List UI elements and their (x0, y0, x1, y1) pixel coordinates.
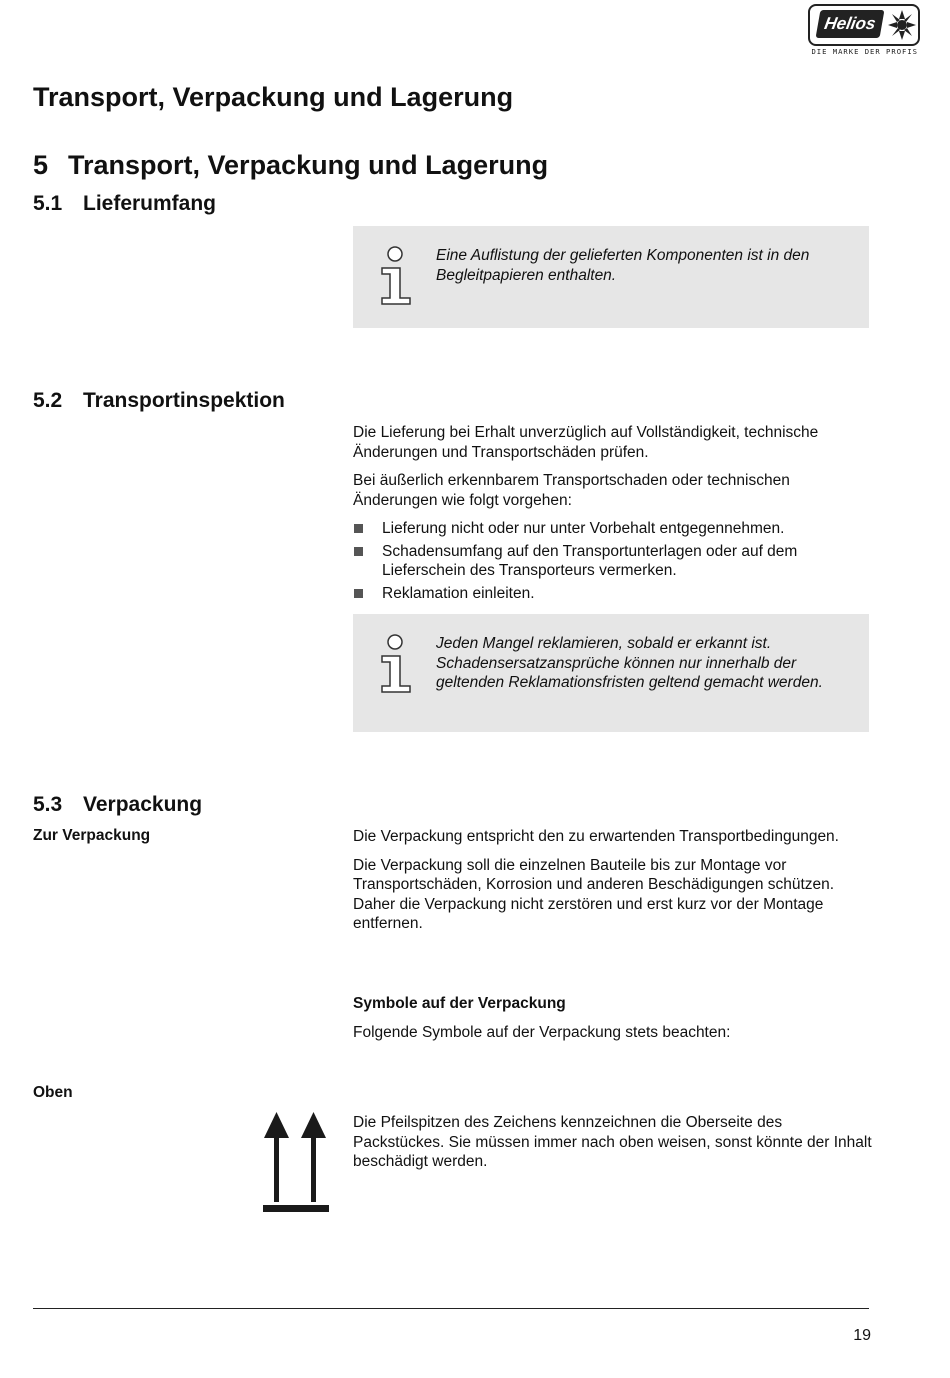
logo-badge (808, 4, 920, 46)
paragraph: Bei äußerlich erkennbarem Transportschaden oder technischen Änderungen wie folgt vorgehen: (353, 472, 790, 509)
paragraph: Die Lieferung bei Erhalt unverzüglich auf Vollständigkeit, technische Änderungen und Transportschäden prüfen. (353, 424, 819, 461)
fan-icon (886, 8, 918, 42)
info-note (353, 614, 869, 732)
symbols-heading: Symbole auf der Verpackung (353, 995, 566, 1012)
symbol-description: Die Pfeilspitzen des Zeichens kennzeichnen die Oberseite des Packstückes. Sie müssen immer nach oben weisen, sonst könnte der Inhalt beschädigt werden. (353, 1114, 872, 1170)
list-item (353, 519, 873, 539)
helios-logo (808, 4, 918, 58)
info-icon (378, 246, 414, 306)
chapter-heading (33, 150, 548, 181)
logo-wordmark: Helios (816, 10, 885, 38)
paragraph: Die Verpackung entspricht den zu erwartenden Transportbedingungen. (353, 828, 839, 845)
bullet-square-icon (354, 547, 363, 556)
page-title: Transport, Verpackung und Lagerung (33, 82, 514, 112)
section-number: 5.1 (33, 192, 63, 215)
list-item-text: Reklamation einleiten. (382, 584, 535, 602)
bullet-list (353, 519, 873, 603)
side-label-zur-verpackung: Zur Verpackung (33, 827, 151, 844)
list-item-text: Lieferung nicht oder nur unter Vorbehalt entgegennehmen. (382, 520, 785, 537)
section-number: 5.2 (33, 389, 63, 412)
bullet-square-icon (354, 589, 363, 598)
list-item (353, 584, 873, 604)
verpackung-content (353, 827, 873, 934)
section-heading-lieferumfang (33, 192, 216, 216)
footer-rule (33, 1308, 869, 1309)
this-side-up-icon (262, 1112, 330, 1214)
paragraph: Die Verpackung soll die einzelnen Bauteile bis zur Montage vor Transportschäden, Korrosion und anderen Beschädigungen schützen. Daher die Verpackung nicht zerstören und erst kurz vor der Montage entfernen. (353, 856, 835, 932)
section-title: Verpackung (83, 793, 203, 816)
bullet-square-icon (354, 524, 363, 533)
section-title: Transportinspektion (83, 389, 285, 412)
note-text: Eine Auflistung der gelieferten Komponenten ist in den Begleitpapieren enthalten. (436, 247, 810, 284)
list-item-text: Schadensumfang auf den Transportunterlagen oder auf dem Lieferschein des Transporteurs vermerken. (382, 542, 798, 579)
info-note (353, 226, 869, 328)
chapter-title: Transport, Verpackung und Lagerung (68, 150, 549, 180)
note-text: Jeden Mangel reklamieren, sobald er erkannt ist. Schadensersatzansprüche können nur innerhalb der geltenden Reklamationsfristen geltend gemacht werden. (436, 635, 823, 691)
symbols-intro: Folgende Symbole auf der Verpackung stets beachten: (353, 1024, 731, 1041)
list-item (353, 542, 873, 581)
page-number: 19 (853, 1327, 871, 1344)
info-icon (378, 634, 414, 694)
side-label-oben: Oben (33, 1084, 73, 1101)
section-number: 5.3 (33, 793, 63, 816)
section-title: Lieferumfang (83, 192, 217, 215)
section-heading-transportinspektion (33, 389, 285, 413)
logo-tagline: DIE MARKE DER PROFIS (811, 47, 918, 56)
chapter-number: 5 (33, 150, 49, 180)
section-heading-verpackung (33, 793, 202, 817)
transportinspektion-content (353, 423, 873, 606)
